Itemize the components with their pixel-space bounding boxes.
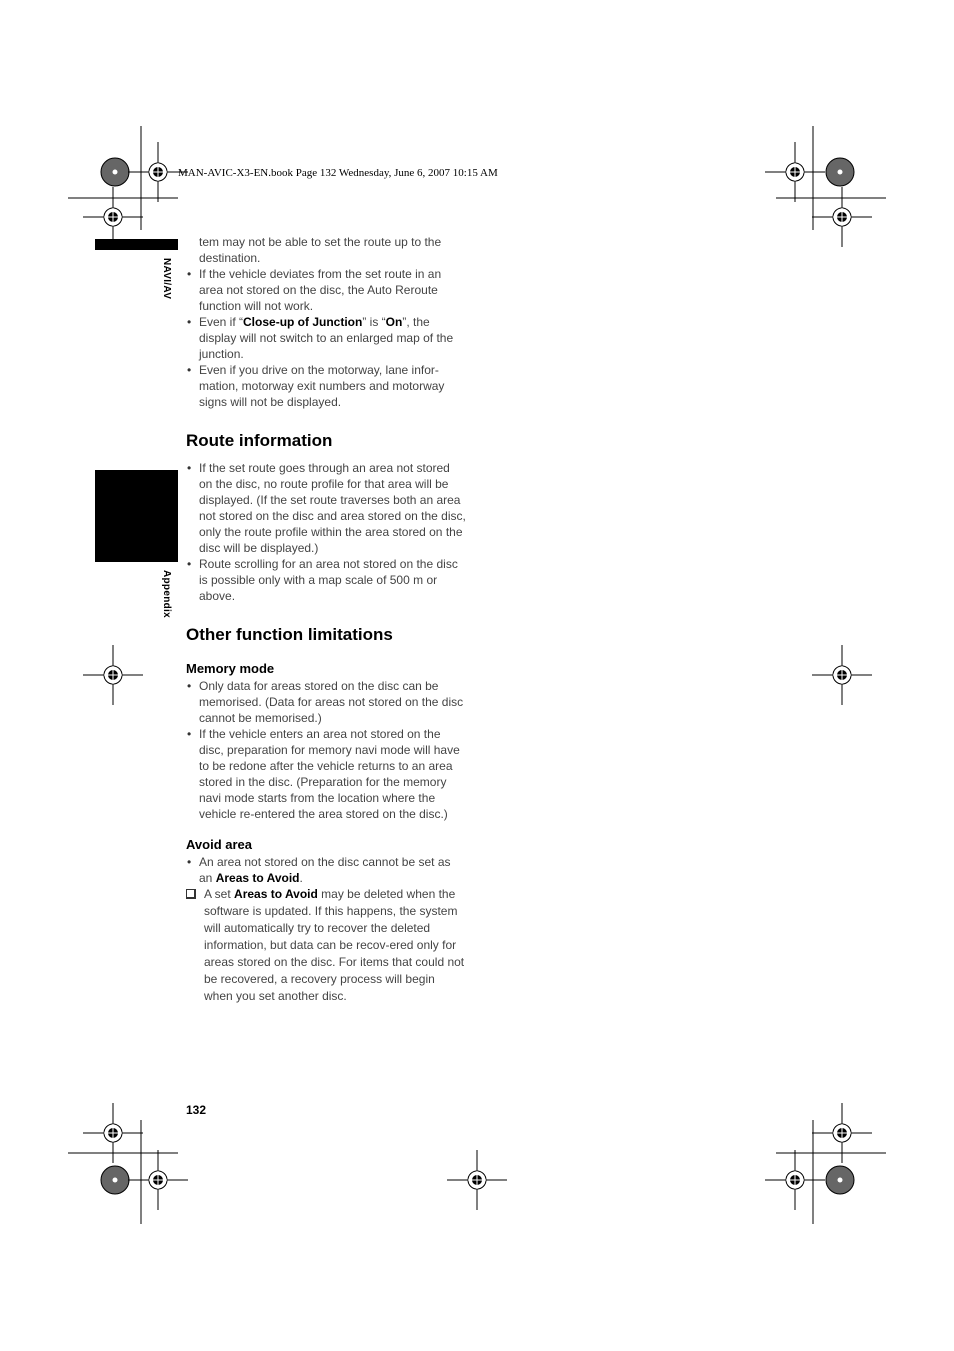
list-item: • Only data for areas stored on the disc can be memorised. (Data for areas not stored on the disc cannot be memorised.)	[186, 678, 466, 726]
list-item: • An area not stored on the disc cannot be set as an Areas to Avoid.	[186, 854, 466, 886]
registration-mark-icon	[83, 645, 143, 705]
color-bar-icon	[826, 1166, 854, 1194]
color-bar-icon	[826, 158, 854, 186]
list-item: • If the set route goes through an area not stored on the disc, no route profile for that area will be displayed. (If the set route traverses both an area not stored on the disc and area stored on the disc, only the route profile within the area stored on the disc will be displayed.)	[186, 460, 466, 556]
section-tab-bar-appendix	[95, 470, 178, 562]
side-tab-appendix: Appendix	[161, 570, 172, 618]
list-item: • If the vehicle enters an area not stored on the disc, preparation for memory navi mode will have to be redone after the vehicle returns to an area stored in the disc. (Preparation for the memory navi mode starts from the location where the vehicle re-entered the area stored on the disc.)	[186, 726, 466, 822]
section-heading-route-information: Route information	[186, 431, 333, 450]
list-item: • If the vehicle deviates from the set route in an area not stored on the disc, the Auto Reroute function will not work.	[186, 266, 466, 314]
registration-mark-icon	[83, 187, 143, 247]
registration-mark-icon	[447, 1150, 507, 1210]
section-tab-bar-top	[95, 239, 178, 250]
color-bar-icon	[101, 1166, 129, 1194]
registration-mark-icon	[83, 1103, 143, 1163]
registration-mark-icon	[128, 1150, 188, 1210]
registration-mark-icon	[812, 1103, 872, 1163]
list-item: • Even if “Close-up of Junction” is “On”, the display will not switch to an enlarged map of the junction.	[186, 314, 466, 362]
registration-mark-icon	[812, 187, 872, 247]
note-checkbox-icon	[186, 889, 196, 899]
page-body	[186, 234, 466, 1005]
note: A set Areas to Avoid may be deleted when the software is updated. If this happens, the system will automatically try to recover the deleted information, but data can be recov-ered only for areas stored on the disc. For items that could not be recovered, a recovery process will begin when you set another disc.	[186, 886, 466, 1005]
subheading-memory-mode: Memory mode	[186, 661, 275, 676]
registration-mark-icon	[765, 1150, 825, 1210]
registration-mark-icon	[765, 142, 825, 202]
section-heading-other-limitations: Other function limitations	[186, 625, 393, 644]
color-bar-icon	[101, 158, 129, 186]
list-item: • Route scrolling for an area not stored on the disc is possible only with a map scale of 500 m or above.	[186, 556, 466, 604]
subheading-avoid-area: Avoid area	[186, 837, 252, 852]
list-item: • Even if you drive on the motorway, lane infor-mation, motorway exit numbers and motorway signs will not be displayed.	[186, 362, 466, 410]
print-header: MAN-AVIC-X3-EN.book Page 132 Wednesday, June 6, 2007 10:15 AM	[178, 167, 498, 179]
continued-text: tem may not be able to set the route up to the destination.	[199, 235, 442, 265]
page-number: 132	[186, 1103, 207, 1117]
registration-mark-icon	[812, 645, 872, 705]
side-tab-navi-av: NAVI/AV	[161, 258, 172, 300]
